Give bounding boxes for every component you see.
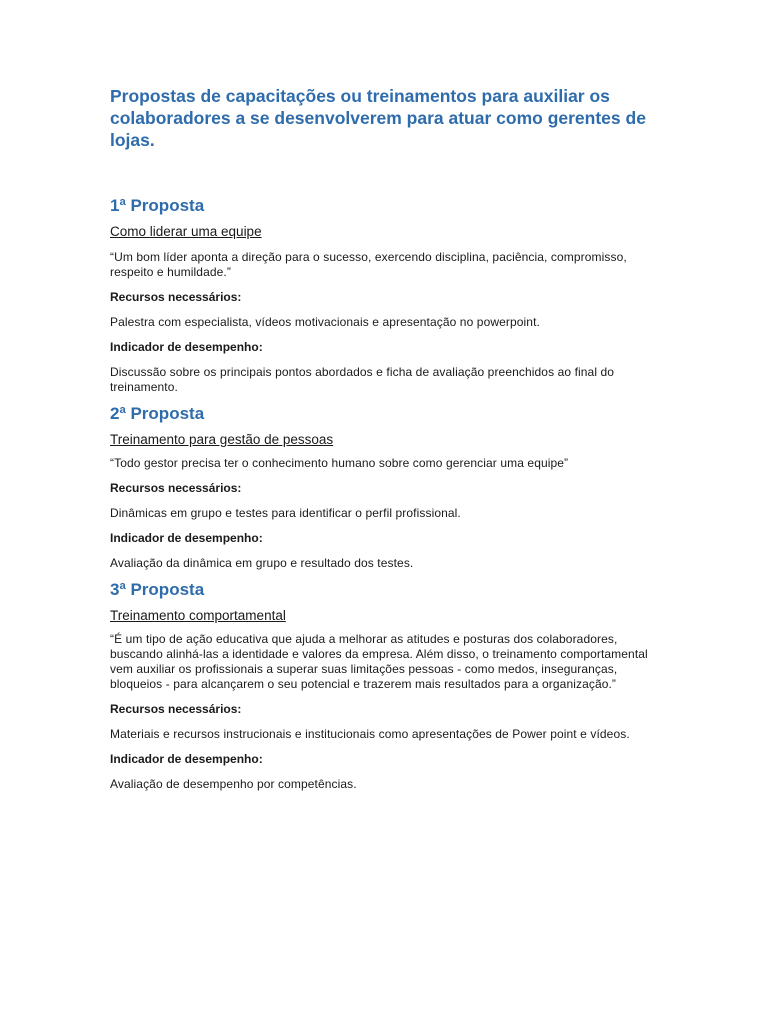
resources-label: Recursos necessários: (110, 702, 242, 716)
proposal-quote: “É um tipo de ação educativa que ajuda a melhorar as atitudes e posturas dos colaboradores, buscando alinhá-las a identidade e valores da empresa. Além disso, o treinamento comportamental vem auxiliar os profissionais a superar suas limitações pessoas - como medos, inseguranças, bloqueios - para alcançarem o seu potencial e trazerem mais resultados para a organização.” (110, 632, 648, 691)
proposal-section-2 (110, 403, 668, 571)
document-title: Propostas de capacitações ou treinamentos para auxiliar os colaboradores a se desenvolverem para atuar como gerentes de lojas. (110, 86, 646, 150)
indicator-text: Avaliação da dinâmica em grupo e resultado dos testes. (110, 556, 414, 570)
resources-text: Palestra com especialista, vídeos motivacionais e apresentação no powerpoint. (110, 315, 540, 329)
proposal-quote: “Todo gestor precisa ter o conhecimento humano sobre como gerenciar uma equipe” (110, 456, 569, 470)
proposal-quote: “Um bom líder aponta a direção para o sucesso, exercendo disciplina, paciência, compromisso, respeito e humildade.” (110, 250, 627, 279)
proposal-heading: 1ª Proposta (110, 196, 205, 215)
proposal-section-1 (110, 195, 668, 395)
indicator-label: Indicador de desempenho: (110, 340, 263, 354)
indicator-text: Avaliação de desempenho por competências. (110, 777, 357, 791)
proposal-subtitle: Treinamento comportamental (110, 608, 286, 623)
indicator-label: Indicador de desempenho: (110, 531, 263, 545)
indicator-label: Indicador de desempenho: (110, 752, 263, 766)
resources-label: Recursos necessários: (110, 481, 242, 495)
resources-text: Materiais e recursos instrucionais e institucionais como apresentações de Power point e vídeos. (110, 727, 630, 741)
indicator-text: Discussão sobre os principais pontos abordados e ficha de avaliação preenchidos ao final do treinamento. (110, 365, 615, 394)
proposal-heading: 3ª Proposta (110, 580, 205, 599)
proposal-subtitle: Treinamento para gestão de pessoas (110, 432, 334, 447)
proposal-subtitle: Como liderar uma equipe (110, 224, 262, 239)
proposal-section-3 (110, 579, 668, 792)
proposal-heading: 2ª Proposta (110, 404, 205, 423)
resources-label: Recursos necessários: (110, 290, 242, 304)
resources-text: Dinâmicas em grupo e testes para identificar o perfil profissional. (110, 506, 461, 520)
